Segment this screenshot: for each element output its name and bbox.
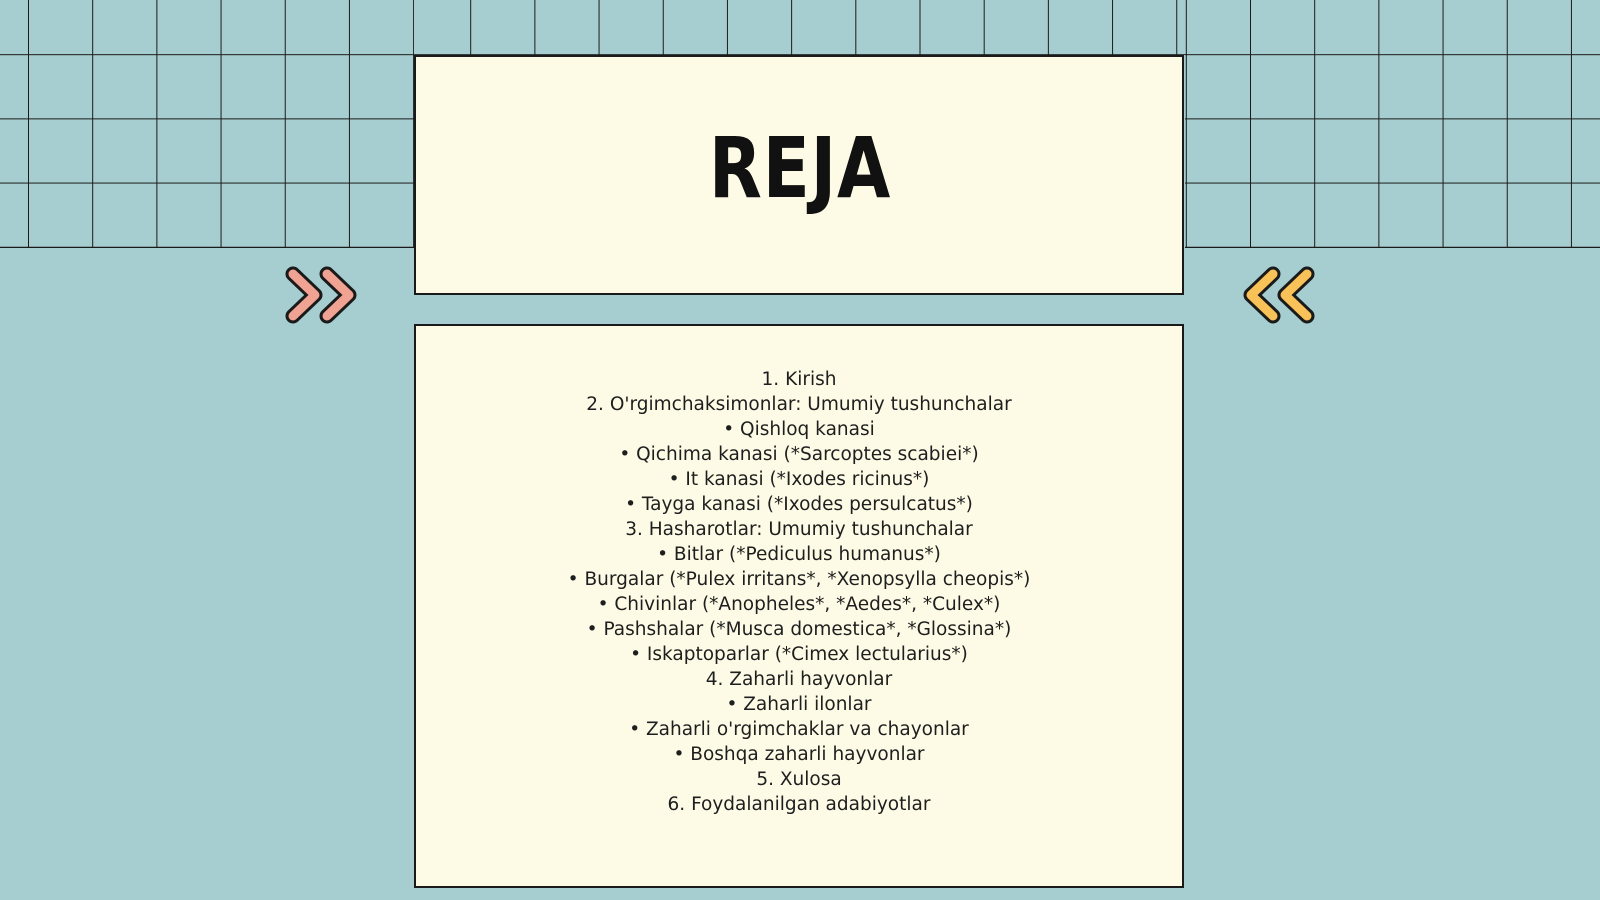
- toc-item: 4. Zaharli hayvonlar: [705, 669, 893, 690]
- toc-subitem: • Qishloq kanasi: [723, 419, 875, 440]
- double-chevron-right-icon: [283, 266, 365, 324]
- toc-subitem: • Boshqa zaharli hayvonlar: [673, 744, 925, 765]
- toc-subitem: • Tayga kanasi (*Ixodes persulcatus*): [625, 494, 973, 515]
- toc-subitem: • Zaharli o'rgimchaklar va chayonlar: [629, 719, 969, 740]
- toc-item: 2. O'rgimchaksimonlar: Umumiy tushunchalar: [586, 394, 1012, 415]
- toc-item: 3. Hasharotlar: Umumiy tushunchalar: [625, 519, 973, 540]
- toc-subitem: • It kanasi (*Ixodes ricinus*): [668, 469, 930, 490]
- toc-subitem: • Iskaptoparlar (*Cimex lectularius*): [630, 644, 968, 665]
- grid-pattern-top: [414, 0, 1186, 55]
- toc-subitem: • Burgalar (*Pulex irritans*, *Xenopsylla cheopis*): [567, 569, 1031, 590]
- double-chevron-left-icon: [1235, 266, 1317, 324]
- toc-subitem: • Qichima kanasi (*Sarcoptes scabiei*): [619, 444, 979, 465]
- table-of-contents: [414, 367, 1184, 817]
- toc-item: 5. Xulosa: [756, 769, 842, 790]
- toc-item: 6. Foydalanilgan adabiyotlar: [667, 794, 931, 815]
- toc-item: 1. Kirish: [761, 369, 837, 390]
- slide-title: REJA: [708, 119, 892, 217]
- toc-subitem: • Chivinlar (*Anopheles*, *Aedes*, *Culex*): [597, 594, 1001, 615]
- toc-subitem: • Bitlar (*Pediculus humanus*): [657, 544, 941, 565]
- toc-subitem: • Zaharli ilonlar: [726, 694, 872, 715]
- toc-subitem: • Pashshalar (*Musca domestica*, *Glossina*): [586, 619, 1012, 640]
